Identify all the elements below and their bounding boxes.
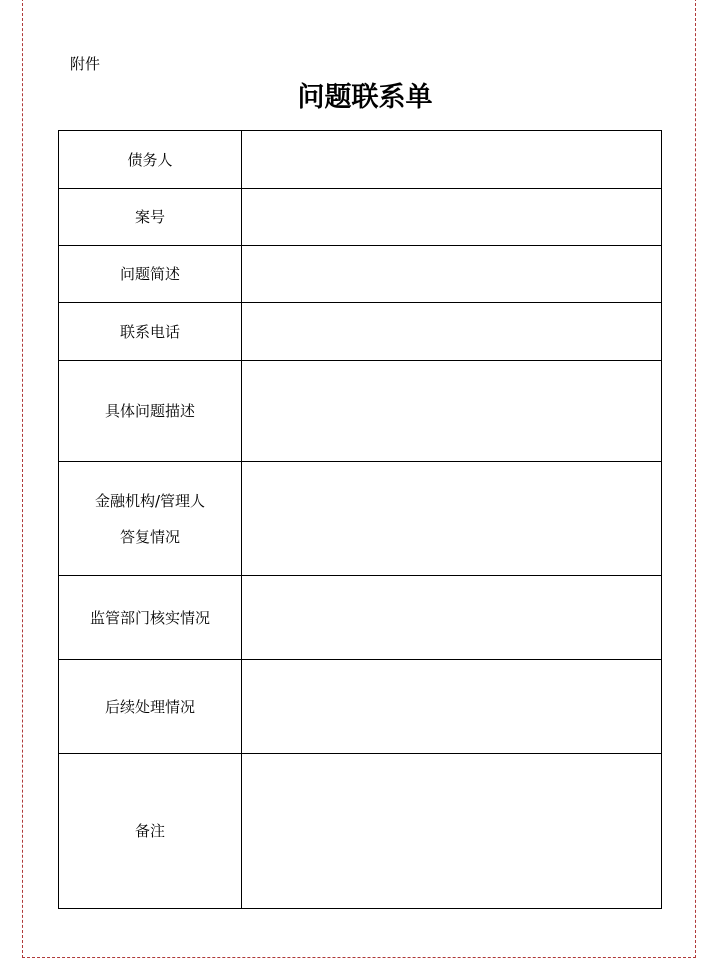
field-label-regulator-verification [59, 576, 242, 660]
form-row-follow-up [59, 660, 662, 754]
field-value-phone[interactable] [242, 303, 662, 361]
field-label-institution-reply [59, 462, 242, 576]
form-row-problem-summary [59, 246, 662, 303]
field-label-text: 答复情况 [119, 527, 180, 546]
field-value-regulator-verification[interactable] [242, 576, 662, 660]
field-label-text: 监管部门核实情况 [89, 608, 210, 627]
field-label-text: 债务人 [127, 150, 173, 169]
field-value-institution-reply[interactable] [242, 462, 662, 576]
field-label-text: 联系电话 [119, 322, 180, 341]
field-label-follow-up [59, 660, 242, 754]
form-row-regulator-verification [59, 576, 662, 660]
field-label-text: 具体问题描述 [104, 402, 195, 420]
attachment-label: 附件 [70, 55, 101, 73]
field-label-text: 备注 [134, 822, 165, 840]
field-value-problem-detail[interactable] [242, 361, 662, 462]
field-value-follow-up[interactable] [242, 660, 662, 754]
form-row-phone [59, 303, 662, 361]
field-label-problem-detail [59, 361, 242, 462]
field-label-remarks [59, 754, 242, 909]
field-value-debtor[interactable] [242, 131, 662, 189]
contact-form-table [58, 130, 662, 909]
form-row-problem-detail [59, 361, 662, 462]
field-label-text: 金融机构/管理人 [94, 491, 206, 510]
field-label-problem-summary [59, 246, 242, 303]
field-label-text: 案号 [134, 208, 165, 226]
field-value-case-number[interactable] [242, 189, 662, 246]
field-label-text: 后续处理情况 [104, 697, 195, 716]
field-label-case-number [59, 189, 242, 246]
field-label-phone [59, 303, 242, 361]
form-title: 问题联系单 [297, 82, 433, 113]
form-row-debtor [59, 131, 662, 189]
field-label-debtor [59, 131, 242, 189]
field-value-problem-summary[interactable] [242, 246, 662, 303]
form-row-case-number [59, 189, 662, 246]
field-value-remarks[interactable] [242, 754, 662, 909]
form-row-institution-reply [59, 462, 662, 576]
form-row-remarks [59, 754, 662, 909]
field-label-text: 问题简述 [119, 265, 180, 283]
